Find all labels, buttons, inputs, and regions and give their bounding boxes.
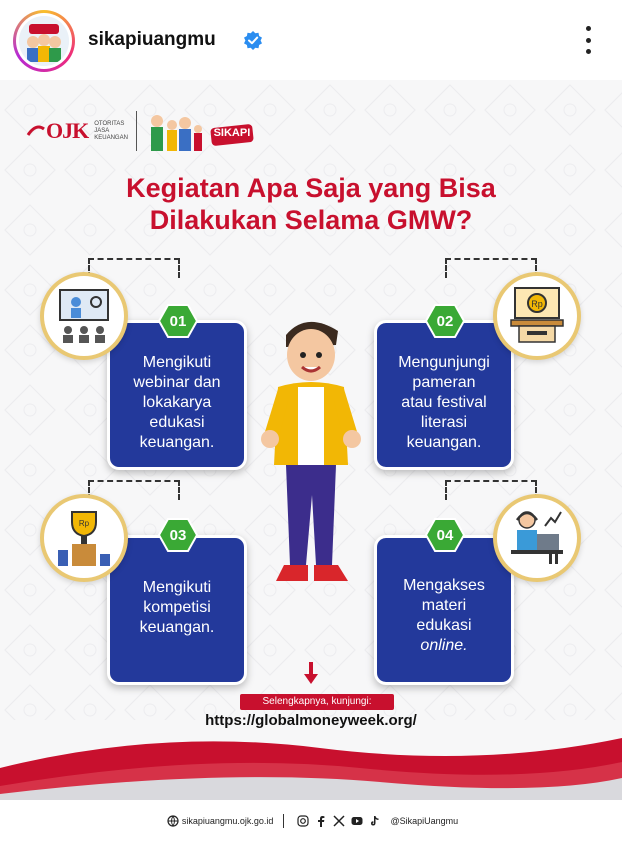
footer-handle: @SikapiUangmu	[390, 816, 459, 826]
svg-text:Rp: Rp	[531, 299, 543, 309]
mascot-character	[256, 315, 366, 585]
trophy-competition-icon	[40, 494, 128, 582]
poster-footer	[0, 800, 622, 860]
card-text: Mengunjungi pameran atau festival literasi keuangan.	[398, 354, 490, 451]
ojk-logo-icon	[26, 123, 46, 139]
more-options-button[interactable]	[578, 26, 598, 54]
card-text: Mengakses materi edukasi online.	[403, 577, 485, 654]
logo-row	[26, 106, 253, 156]
card-text: Mengikuti kompetisi keuangan.	[139, 579, 215, 636]
badge-01: 01	[158, 304, 198, 338]
avatar[interactable]	[13, 10, 75, 72]
arrow-down-icon	[304, 662, 318, 684]
online-learning-icon	[493, 494, 581, 582]
footer-website: sikapiuangmu.ojk.go.id	[181, 816, 274, 826]
ojk-subtitle: OTORITAS JASA KEUANGAN	[94, 120, 128, 141]
poster-title: Kegiatan Apa Saja yang Bisa Dilakukan Selama GMW?	[126, 173, 496, 235]
username[interactable]: sikapiuangmu	[88, 29, 216, 50]
youtube-icon	[351, 815, 363, 827]
ojk-brand: OJK	[46, 118, 89, 143]
sikapi-logo: SIKAPI	[211, 116, 253, 146]
card-02	[374, 320, 514, 470]
card-01	[107, 320, 247, 470]
footer-divider	[283, 814, 284, 828]
website-link[interactable]: https://globalmoneyweek.org/	[205, 712, 417, 729]
logo-divider	[136, 111, 137, 151]
verified-badge-icon	[243, 30, 263, 50]
post-image	[0, 80, 622, 860]
instagram-icon	[297, 815, 309, 827]
post-header	[0, 0, 622, 80]
badge-03: 03	[158, 518, 198, 552]
tiktok-icon	[369, 815, 381, 827]
badge-02: 02	[425, 304, 465, 338]
card-03	[107, 535, 247, 685]
webinar-presentation-icon	[40, 272, 128, 360]
facebook-icon	[315, 815, 327, 827]
svg-text:Rp: Rp	[78, 519, 90, 528]
family-mascot-icon	[145, 107, 205, 155]
x-twitter-icon	[333, 815, 345, 827]
avatar-image	[19, 16, 69, 66]
badge-04: 04	[425, 518, 465, 552]
more-info-label: Selengkapnya, kunjungi:	[240, 694, 394, 710]
exhibition-booth-icon	[493, 272, 581, 360]
card-text: Mengikuti webinar dan lokakarya edukasi keuangan.	[133, 354, 221, 451]
card-04	[374, 535, 514, 685]
footer-wave	[0, 728, 622, 808]
globe-icon	[167, 815, 179, 827]
